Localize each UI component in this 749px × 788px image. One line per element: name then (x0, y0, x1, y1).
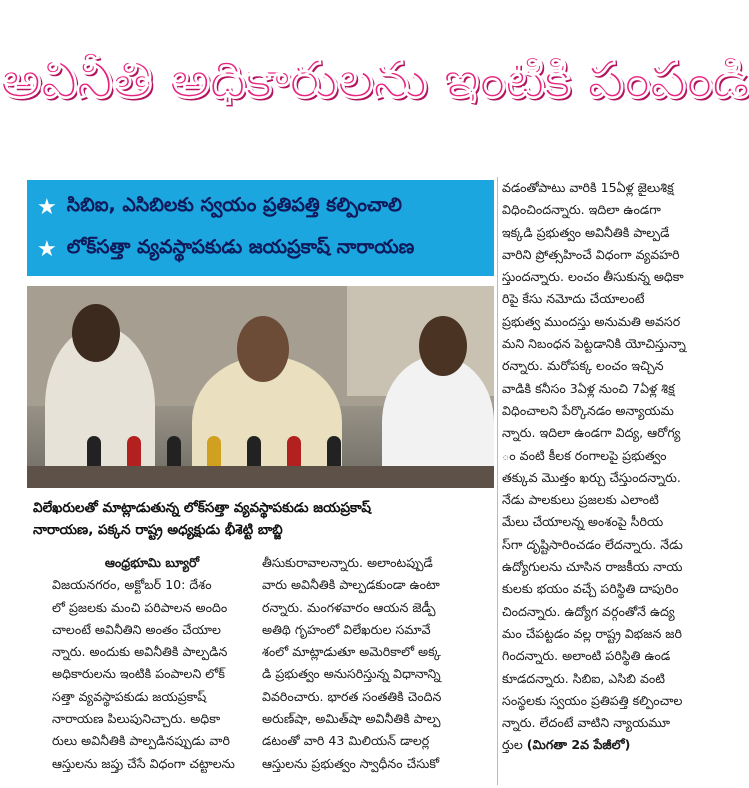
body-line: స్తుందన్నారు. లంచం తీసుకున్న అధికా (502, 269, 684, 285)
body-line: వారిని ప్రోత్సహించే విధంగా వ్యవహరి (502, 246, 680, 262)
body-line: కులకు భయం వచ్చే పరిస్థితి దాపురిం (502, 581, 679, 597)
star-icon: ★ (37, 236, 57, 262)
body-line: వారు అవినీతికి పాల్పడకుండా ఉంటా (262, 577, 440, 593)
body-line: సంస్థలకు స్వయం ప్రతిపత్తి కల్పించాల (502, 692, 683, 708)
column-2 (262, 552, 494, 775)
body-line: నేడు పాలకులు ప్రజలకు ఎలాంటి (502, 492, 659, 508)
body-line: అతిథి గృహంలో విలేఖరుల సమావే (262, 621, 431, 637)
body-line: రిపై కేసు నమోదు చేయాలంటే (502, 291, 645, 307)
body-line: కూడదన్నారు. సిబిఐ, ఎసిబి వంటి (502, 670, 666, 686)
photo-caption (27, 494, 494, 546)
body-line: రన్నారు. మరోపక్క లంచం ఇచ్చిన (502, 358, 664, 374)
body-line: ఇక్కడి ప్రభుత్వం అవినీతికి పాల్పడే (502, 224, 670, 240)
body-line: లో ప్రజలకు మంచి పరిపాలన అందిం (52, 599, 228, 615)
body-line-fragment: ర్తుల (502, 737, 523, 753)
subhead-line (37, 186, 484, 228)
body-line: ం వంటి కీలక రంగాలపై ప్రభుత్వం (502, 447, 667, 463)
body-line: వాడికి కనీసం 3ఏళ్ల నుంచి 7ఏళ్ల శిక్ష (502, 380, 675, 396)
body-line: మని నిబంధన పెట్టడానికి యోచిస్తున్నా (502, 336, 686, 352)
body-line: ప్రభుత్వ ముందస్తు అనుమతి అవసర (502, 313, 681, 329)
column-3 (502, 177, 739, 757)
body-line: విజయనగరం, అక్టోబర్ 10: దేశం (52, 577, 212, 593)
star-icon: ★ (37, 194, 57, 220)
body-line: అరుణ్‌షా, అమిత్‌షా అవినీతికి పాల్ప (262, 711, 441, 727)
press-meet-photo (27, 286, 494, 488)
subhead-text: లోక్‌సత్తా వ్యవస్థాపకుడు జయప్రకాష్ నారాయణ (66, 235, 415, 258)
body-line: న్నారు. ఇదిలా ఉండగా విద్య, ఆరోగ్య (502, 425, 681, 441)
photo-table (27, 466, 494, 488)
body-line: చిందన్నారు. ఉద్యోగ వర్గంతోనే ఉద్య (502, 603, 675, 619)
body-line: మం చేపట్టడం వల్ల రాష్ట్ర విభజన జరి (502, 625, 682, 641)
body-line: స్‌గా దృష్టిసారించడం లేదన్నారు. నేడు (502, 536, 683, 552)
headline (0, 2, 749, 170)
body-line: న్నారు. అందుకు అవినీతికి పాల్పడిన (52, 644, 228, 660)
person-left-head (72, 304, 120, 362)
headline-text: అవినీతి అధికారులను ఇంటికి పంపండి (0, 49, 749, 110)
subhead-text: సిబిఐ, ఎసిబిలకు స్వయం ప్రతిపత్తి కల్పించాలి (66, 193, 402, 216)
body-line: తక్కువ మొత్తం ఖర్చు చేస్తుందన్నారు. (502, 469, 681, 485)
body-line: న్నారు. లేదంటే వాటిని న్యాయమూ (502, 715, 671, 731)
person-center-head (237, 316, 289, 382)
byline: ఆంధ్రభూమి బ్యూరో (104, 555, 200, 570)
body-line: నారాయణ పిలుపునిచ్చారు. అధికా (52, 711, 221, 727)
body-line: చాలంటే అవినీతిని అంతం చేయాల (52, 621, 221, 637)
body-line: శంలో మాట్లాడుతూ అమెరికాలో అక్క (262, 644, 441, 660)
body-line: తీసుకురావాలన్నారు. అలాంటప్పుడే (262, 555, 433, 570)
last-line (502, 734, 739, 756)
body-line: డటంతో వారి 43 మిలియన్ డాలర్ల (262, 733, 430, 749)
body-line: గిందన్నారు. అలాంటి పరిస్థితి ఉండ (502, 648, 671, 664)
caption-line: నారాయణ, పక్కన రాష్ట్ర అధ్యక్షుడు భీశెట్టి బాబ్జి (33, 522, 283, 538)
continued-note[interactable]: (మిగతా 2వ పేజీలో) (526, 737, 631, 753)
body-line: వడంతోపాటు వారికి 15ఏళ్ల జైలుశిక్ష (502, 180, 674, 195)
body-line: ఉద్యోగులను చూసిన రాజకీయ నాయ (502, 559, 683, 575)
body-line: ఆస్తులను ప్రభుత్వం స్వాధీనం చేసుకో (262, 755, 440, 771)
body-line: విధించిందన్నారు. ఇదిలా ఉండగా (502, 202, 661, 218)
body-line: రన్నారు. మంగళవారం ఆయన జెడ్పీ (262, 599, 436, 615)
body-line: మేలు చేయాలన్న అంశంపై సీరియ (502, 514, 664, 530)
caption-line: విలేఖరులతో మాట్లాడుతున్న లోక్‌సత్తా వ్యవస్థాపకుడు జయప్రకాష్ (33, 500, 371, 516)
column-divider (497, 177, 498, 785)
person-right-head (419, 316, 467, 376)
body-line: డి ప్రభుత్వం అనుసరిస్తున్న విధానాన్ని (262, 666, 441, 682)
body-line: అధికారులను ఇంటికి పంపాలని లోక్ (52, 666, 225, 682)
body-line: వివరించారు. భారత సంతతికి చెందిన (262, 688, 442, 704)
subhead-box (27, 180, 494, 276)
body-line: విధించాలని పేర్కొనడం అన్యాయమ (502, 402, 674, 418)
column-1 (52, 552, 252, 775)
body-line: సత్తా వ్యవస్థాపకుడు జయప్రకాష్ (52, 688, 207, 704)
body-line: ఆస్తులను జప్తు చేసే విధంగా చట్టాలను (52, 755, 235, 771)
body-line: రులు అవినీతికి పాల్పడినప్పుడు వారి (52, 733, 230, 749)
subhead-line (37, 228, 484, 270)
